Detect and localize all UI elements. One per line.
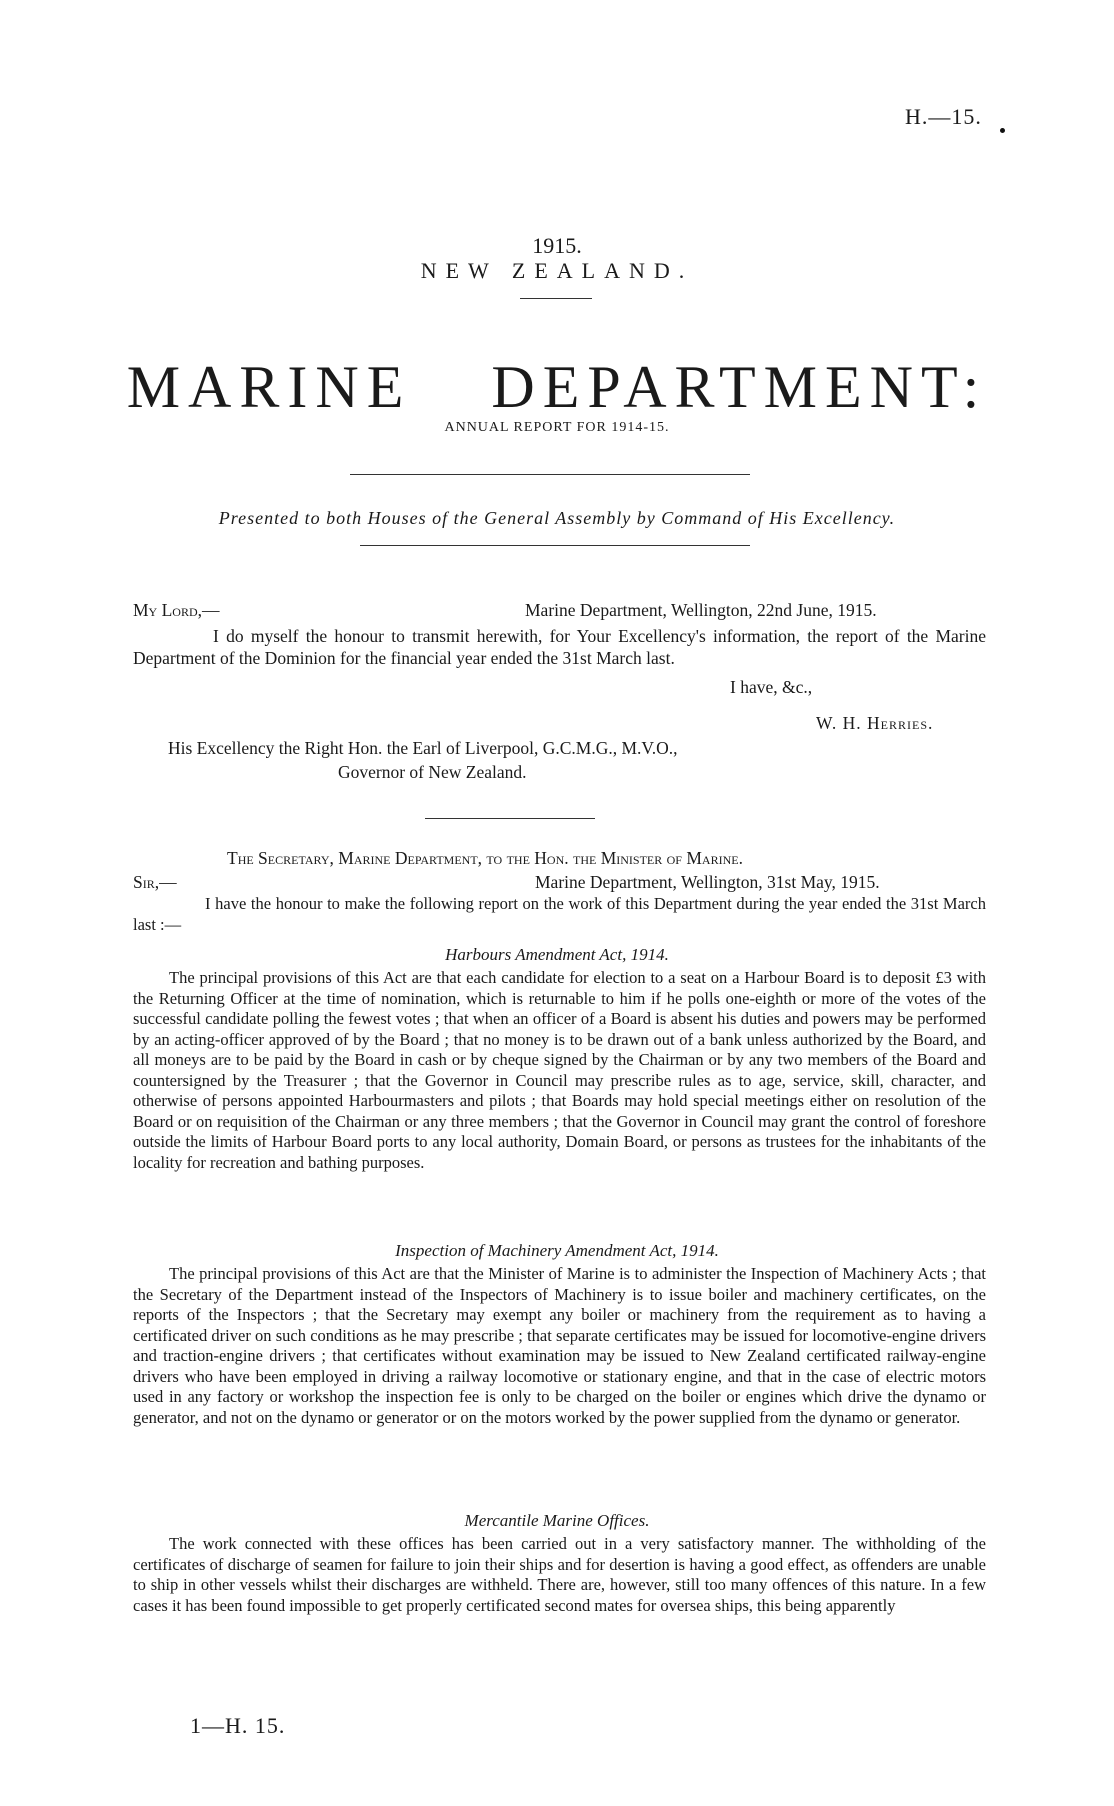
section-heading-harbours: Harbours Amendment Act, 1914. [445,945,669,964]
title-right: DEPARTMENT: [491,354,988,420]
title-left: MARINE [126,354,412,420]
divider-lower [360,545,750,546]
ink-dot [1000,128,1005,133]
document-reference: H.—15. [905,104,982,129]
letter1-place-date: Marine Department, Wellington, 22nd June, 1915. [525,600,877,620]
letter2-intro: I have the honour to make the following report on the work of this Department during the year ended the 31st March last :— [133,894,986,934]
section-text-machinery: The principal provisions of this Act are that the Minister of Marine is to administer the Inspection of Machinery Acts ; that the Secretary of the Department instead of the Inspectors of Machinery is to issue boiler and machinery certificates, on the reports of the Inspectors ; that the Secretary may exempt any boiler or machinery from the requirement as to having a certificated driver on such conditions as he may prescribe ; that separate certificates may be issued for locomotive-engine drivers and traction-engine drivers ; that certificates without examination may be issued to New Zealand certificated railway-engine drivers who have been employed in driving a railway locomotive or stationary engine, and that in the case of electric motors used in any factory or workshop the inspection fee is only to be charged on the boiler or engines which drive the dynamo or generator, and not on the dynamo or generator or on the motors worked by the power supplied from the dynamo or generator. [133,1264,986,1427]
divider-letters [425,818,595,819]
letter2-place-date: Marine Department, Wellington, 31st May, 1915. [535,872,880,892]
presented-line: Presented to both Houses of the General Assembly by Command of His Excellency. [218,508,896,528]
country-name: NEW ZEALAND. [420,258,694,283]
letter1-addressee: His Excellency the Right Hon. the Earl of Liverpool, G.C.M.G., M.V.O., [168,738,678,758]
divider-upper [350,474,750,475]
section-heading-mercantile: Mercantile Marine Offices. [464,1511,650,1530]
report-subtitle: ANNUAL REPORT FOR 1914-15. [444,420,670,435]
letter1-signature: W. H. Herries. [816,713,934,733]
letter2-salutation: Sir,— [133,872,177,892]
letter1-salutation: My Lord,— [133,600,220,620]
section-heading-machinery: Inspection of Machinery Amendment Act, 1914. [395,1241,719,1260]
letter1-closing: I have, &c., [730,677,813,697]
section-text-harbours: The principal provisions of this Act are that each candidate for election to a seat on a Harbour Board is to deposit £3 with the Returning Officer at the time of nomination, which is returnable to him if he polls one-eighth or more of the votes of the successful candidate polling the fewest votes ; that when an officer of a Board is absent his duties and powers may be performed by an acting-officer approved of by the Board ; that no money is to be drawn out of a bank unless authorized by the Board, and all moneys are to be paid by the Board in cash or by cheque signed by the Chairman or by any two members of the Board and countersigned by the Treasurer ; that the Governor in Council may prescribe rules as to age, service, skill, character, and otherwise of persons appointed Harbourmasters and pilots ; that Boards may hold special meetings either on resolution of the Board or on requisition of the Chairman or any three members ; that the Governor in Council may grant the control of foreshore outside the limits of Harbour Board ports to any local authority, Domain Board, or persons as trustees for the inhabitants of the locality for recreation and bathing purposes. [133,968,986,1172]
section-text-mercantile: The work connected with these offices has been carried out in a very satisfactory manner. The withholding of the certificates of discharge of seamen for failure to join their ships and for desertion is having a good effect, as offenders are unable to ship in other vessels whilst their discharges are withheld. There are, however, still too many offences of this nature. In a few cases it has been found impossible to get properly certificated second mates for oversea ships, this being apparently [133,1534,986,1615]
page-title [0,354,1114,420]
page-footer: 1—H. 15. [190,1713,286,1738]
letter1-body: I do myself the honour to transmit herewith, for Your Excellency's information, the report of the Marine Department of the Dominion for the financial year ended the 31st March last. [133,626,986,668]
document-year: 1915. [532,233,582,258]
letter2-heading: The Secretary, Marine Department, to the Hon. the Minister of Marine. [227,848,743,868]
letter1-addressee-title: Governor of New Zealand. [338,762,527,782]
divider-short [520,298,592,299]
